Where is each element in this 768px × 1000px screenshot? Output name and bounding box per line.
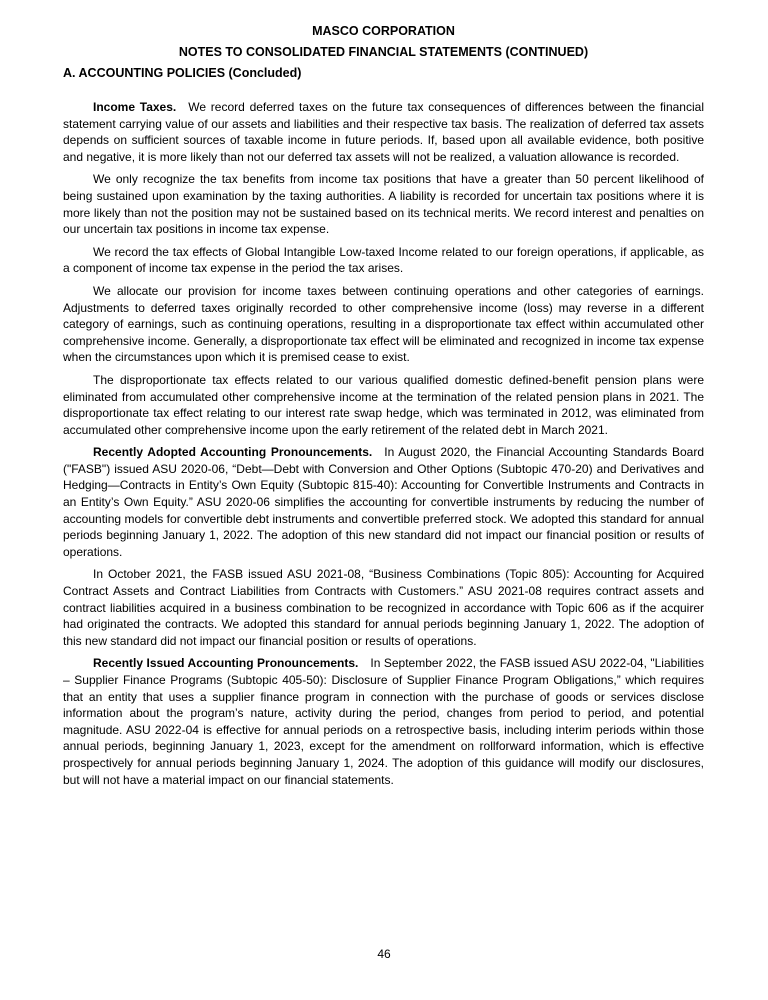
paragraph-income-taxes [63, 99, 704, 165]
doc-header [63, 24, 704, 80]
statements-title: NOTES TO CONSOLIDATED FINANCIAL STATEMENTS (CONTINUED) [178, 45, 589, 59]
section-heading: A. ACCOUNTING POLICIES (Concluded) [63, 66, 302, 80]
paragraph-text: In October 2021, the FASB issued ASU 2021-08, “Business Combinations (Topic 805): Accounting for Acquired Contract Assets and Contract Liabilities from Contracts with Customers.” ASU 2021-08 requires contract assets and contract liabilities acquired in a business combination to be recognized in accordance with Topic 606 as if the acquirer had originated the contracts. We adopted this standard for annual periods beginning January 1, 2022. The adoption of this new standard did not impact our financial position or results of operations. [63, 567, 704, 648]
page-number: 46 [377, 947, 391, 961]
paragraph-text: We record deferred taxes on the future tax consequences of differences between the financial statement carrying value of our assets and liabilities and their respective tax basis. The realization of deferred tax assets depends on sufficient sources of taxable income in future periods. If, based upon all available evidence, both positive and negative, it is more likely than not our deferred tax assets will not be realized, a valuation allowance is recorded. [63, 100, 704, 164]
paragraph-text: The disproportionate tax effects related to our various qualified domestic defined-benefit pension plans were eliminated from accumulated other comprehensive income at the termination of the related pension plans in 2021. The disproportionate tax effect relating to our interest rate swap hedge, which was terminated in 2012, was eliminated from accumulated other comprehensive income upon the early retirement of the related debt in March 2021. [63, 372, 704, 437]
paragraph-text: We only recognize the tax benefits from income tax positions that have a greater than 50 percent likelihood of being sustained upon examination by the taxing authorities. A liability is recorded for uncertain tax positions where it is more likely than not the position may not be sustained based on its technical merits. We record interest and penalties on our uncertain tax positions in income tax expense. [63, 172, 704, 237]
paragraph-text: In September 2022, the FASB issued ASU 2022-04, "Liabilities – Supplier Finance Programs (Subtopic 405-50): Disclosure of Supplier Finance Program Obligations,” which requires that an entity that uses a supplier finance program in connection with the purchase of goods or services disclose information about the program’s nature, activity during the period, changes from period to period, and potential magnitude. ASU 2022-04 is effective for annual periods on a retrospective basis, including interim periods within those annual periods, beginning January 1, 2023, except for the amendment on rollforward information, which is effective prospectively for annual periods beginning January 1, 2024. The adoption of this guidance will modify our disclosures, but will not have a material impact on our financial statements. [63, 656, 704, 787]
paragraph-tax-benefits [63, 171, 704, 237]
paragraph-text: We allocate our provision for income taxes between continuing operations and other categories of earnings. Adjustments to deferred taxes originally recorded to other comprehensive income (loss) may reverse in a different category of earnings, such as continuing operations, resulting in a disproportionate tax effect within accumulated other comprehensive income. Generally, a disproportionate tax effect will be eliminated and recognized in income tax expense when the circumstances upon which it is premised cease to exist. [63, 283, 704, 365]
paragraph-recently-adopted [63, 444, 704, 560]
company-title: MASCO CORPORATION [312, 24, 455, 38]
paragraph-text: In August 2020, the Financial Accounting Standards Board ("FASB") issued ASU 2020-06, “Debt—Debt with Conversion and Other Options (Subtopic 470-20) and Derivatives and Hedging—Contracts in Entity’s Own Equity (Subtopic 815-40): Accounting for Convertible Instruments and Contracts in an Entity’s Own Equity.” ASU 2020-06 simplifies the accounting for convertible instruments by reducing the number of accounting models for convertible debt instruments and convertible preferred stock. We adopted this standard for annual periods beginning January 1, 2022. The adoption of this new standard did not impact our financial position or results of operations. [63, 445, 704, 559]
paragraph-disproportionate-effects [63, 372, 704, 438]
paragraph-recently-issued [63, 655, 704, 788]
paragraph-lead: Recently Adopted Accounting Pronouncements. [93, 445, 373, 460]
paragraph-asu-2021-08 [63, 566, 704, 649]
doc-body [63, 99, 704, 788]
paragraph-gilti [63, 244, 704, 277]
paragraph-lead: Income Taxes. [93, 100, 177, 114]
paragraph-text: We record the tax effects of Global Intangible Low-taxed Income related to our foreign operations, if applicable, as a component of income tax expense in the period the tax arises. [63, 244, 704, 276]
paragraph-tax-allocation [63, 283, 704, 366]
paragraph-lead: Recently Issued Accounting Pronouncements. [93, 656, 359, 671]
